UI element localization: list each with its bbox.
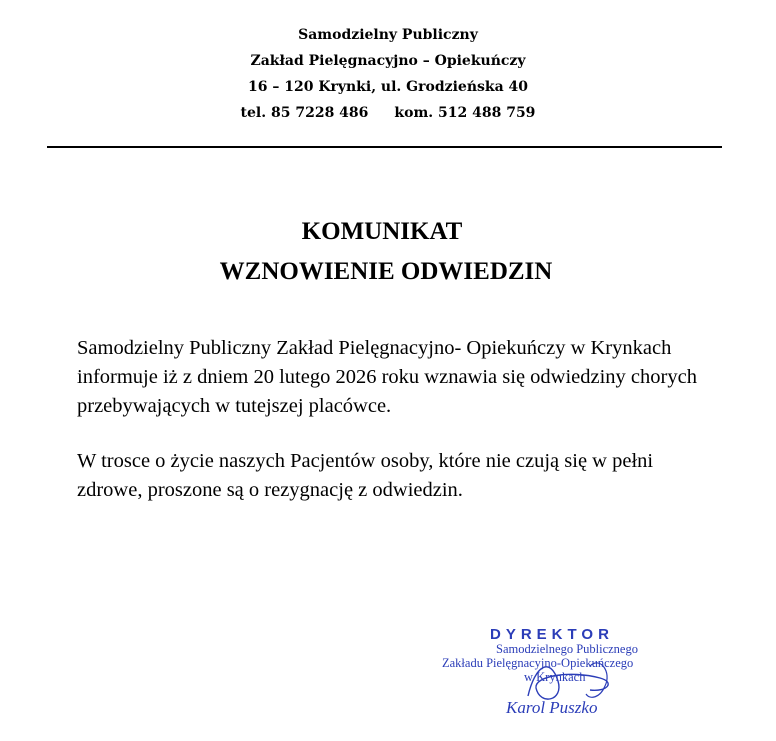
letterhead-line-1: Samodzielny Publiczny xyxy=(298,27,478,43)
stamp-line-2: Zakładu Pielęgnacyjno-Opiekuńczego xyxy=(442,656,634,670)
letterhead-contacts xyxy=(0,100,776,126)
letterhead-line-2: Zakład Pielęgnacyjno – Opiekuńczy xyxy=(250,53,526,69)
document-subtitle: WZNOWIENIE ODWIEDZIN xyxy=(219,258,553,285)
header-divider xyxy=(47,146,722,148)
signature-name: Karol Puszko xyxy=(506,698,598,717)
body-paragraph-1: Samodzielny Publiczny Zakład Pielęgnacyjno- Opiekuńczy w Krynkach informuje iż z dniem 20 lutego 2026 roku wznawia się odwiedziny chorych przebywających w tutejszej placówce. xyxy=(77,337,697,417)
body-paragraph-2: W trosce o życie naszych Pacjentów osoby, które nie czują się w pełni zdrowe, proszone są o rezygnację z odwiedzin. xyxy=(77,450,654,501)
stamp-title: DYREKTOR xyxy=(490,626,614,643)
letterhead-address: 16 – 120 Krynki, ul. Grodzieńska 40 xyxy=(247,79,529,95)
phone-number: tel. 85 7228 486 xyxy=(240,105,369,121)
signature-scribble xyxy=(440,626,690,736)
stamp-line-1: Samodzielnego Publicznego xyxy=(496,642,638,656)
mobile-number: kom. 512 488 759 xyxy=(394,105,536,121)
stamp-line-3: w Krynkach xyxy=(524,670,586,684)
document-title: KOMUNIKAT xyxy=(301,218,463,245)
letterhead xyxy=(0,22,776,126)
director-stamp xyxy=(440,626,690,736)
